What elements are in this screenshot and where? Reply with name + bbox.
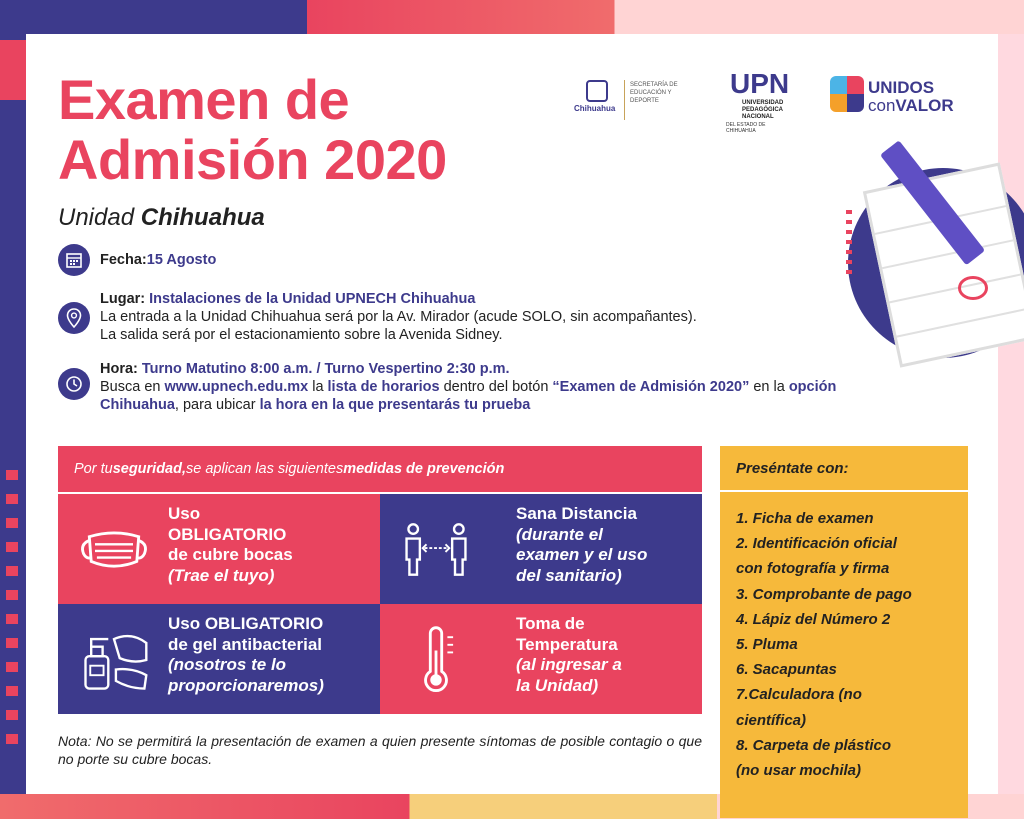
temp-line-3: (al ingresar a bbox=[516, 655, 622, 675]
measure-distance bbox=[380, 494, 702, 604]
face-mask-icon bbox=[76, 512, 152, 588]
temp-line-4: la Unidad) bbox=[516, 676, 599, 696]
list-item: 8. Carpeta de plástico bbox=[736, 736, 892, 754]
gel-line-3: (nosotros te lo bbox=[168, 655, 287, 675]
page-title bbox=[58, 70, 447, 190]
prevention-header bbox=[58, 446, 702, 492]
list-item: 7.Calculadora (no bbox=[736, 686, 862, 704]
hora-text-5: , para ubicar bbox=[174, 397, 260, 414]
list-item: 5. Pluma bbox=[736, 635, 798, 653]
subtitle-bold: Chihuahua bbox=[140, 204, 265, 231]
measure-gel-text bbox=[168, 614, 324, 697]
gel-line-1: Uso OBLIGATORIO bbox=[168, 614, 324, 633]
hora-text-4: en la bbox=[749, 379, 789, 396]
date-circle-mark bbox=[958, 276, 988, 300]
chihuahua-seal-icon bbox=[586, 80, 608, 102]
hora-prueba: la hora en la que presentarás tu prueba bbox=[259, 397, 531, 414]
list-item: 2. Identificación oficial bbox=[736, 535, 897, 553]
gel-line-2: de gel antibacterial bbox=[168, 634, 322, 654]
mask-line-1: Uso bbox=[168, 504, 201, 523]
mask-line-4: (Trae el tuyo) bbox=[168, 566, 275, 586]
temp-line-1: Toma de bbox=[516, 614, 585, 633]
fecha-value: 15 Agosto bbox=[146, 252, 217, 268]
boton-examen: “Examen de Admisión 2020” bbox=[552, 379, 750, 396]
list-item: 3. Comprobante de pago bbox=[736, 585, 912, 603]
list-item: 1. Ficha de examen bbox=[736, 510, 874, 527]
upn-sub: DEL ESTADO DE CHIHUAHUA bbox=[726, 122, 766, 134]
chihuahua-logo-name: Chihuahua bbox=[574, 104, 616, 113]
lugar-line-2: La entrada a la Unidad Chihuahua será por la Av. Mirador (acude SOLO, sin acompañantes). bbox=[100, 309, 697, 326]
presentate-list bbox=[736, 506, 964, 783]
unidos-text: UNIDOS bbox=[868, 78, 935, 97]
prevention-panel bbox=[58, 446, 702, 712]
logo-separator bbox=[624, 80, 625, 120]
clock-icon bbox=[58, 368, 90, 400]
hora-block bbox=[100, 360, 880, 414]
upn-mark: UPN bbox=[730, 68, 790, 99]
unidos-con-valor-logo bbox=[830, 76, 980, 116]
lugar-block bbox=[100, 290, 860, 344]
distance-line-1: Sana Distancia bbox=[516, 504, 637, 523]
presentate-panel bbox=[720, 446, 968, 818]
gel-line-4: proporcionaremos) bbox=[168, 676, 324, 696]
title-line-2: Admisión 2020 bbox=[58, 127, 447, 191]
secretaria-label: SECRETARÍA DE EDUCACIÓN Y DEPORTE bbox=[630, 82, 678, 104]
measure-temperature-text bbox=[516, 614, 622, 697]
hora-value: Turno Matutino 8:00 a.m. / Turno Vespertino 2:30 p.m. bbox=[141, 361, 510, 377]
chihuahua-logo bbox=[566, 80, 686, 122]
hora-text-1: Busca en bbox=[100, 379, 165, 396]
fecha-row bbox=[100, 251, 216, 269]
temp-line-2: Temperatura bbox=[516, 634, 618, 654]
social-distance-icon bbox=[398, 512, 474, 588]
distance-line-2: (durante el bbox=[516, 524, 603, 544]
left-decor-accent bbox=[0, 40, 26, 100]
upn-logo bbox=[726, 70, 790, 132]
prev-head-3: se aplican las siguientes bbox=[186, 461, 344, 477]
list-item: 4. Lápiz del Número 2 bbox=[736, 610, 891, 628]
fecha-label: Fecha: bbox=[100, 252, 147, 268]
measure-mask-text bbox=[168, 504, 293, 587]
hora-text-3: dentro del botón bbox=[439, 379, 553, 396]
presentate-title: Preséntate con: bbox=[720, 446, 968, 492]
unidos-hex-icon bbox=[830, 76, 864, 112]
lugar-line-3: La salida será por el estacionamiento sobre la Avenida Sidney. bbox=[100, 327, 503, 344]
prev-head-2: seguridad, bbox=[112, 461, 187, 477]
left-dash-decor bbox=[6, 470, 18, 750]
list-item: 6. Sacapuntas bbox=[736, 661, 837, 679]
list-item: (no usar mochila) bbox=[736, 761, 862, 779]
top-decor-band bbox=[0, 0, 1024, 34]
measure-distance-text bbox=[516, 504, 647, 587]
note-text: Nota: No se permitirá la presentación de examen a quien presente síntomas de posible contagio o que no porte su cubre bocas. bbox=[58, 733, 702, 768]
calendar-small-icon bbox=[58, 244, 90, 276]
mask-line-3: de cubre bocas bbox=[168, 545, 293, 565]
list-item: con fotografía y firma bbox=[736, 560, 890, 578]
con-text: con bbox=[868, 96, 896, 115]
lugar-label: Lugar: bbox=[100, 291, 146, 307]
subtitle bbox=[58, 204, 265, 232]
subtitle-prefix: Unidad bbox=[58, 204, 135, 231]
measure-temperature bbox=[380, 604, 702, 714]
upn-text: UNIVERSIDAD PEDAGÓGICA NACIONAL bbox=[742, 100, 784, 121]
right-decor-band bbox=[998, 34, 1024, 794]
mask-line-2: OBLIGATORIO bbox=[168, 524, 287, 544]
measure-mask bbox=[58, 494, 380, 604]
prev-head-1: Por tu bbox=[74, 461, 113, 477]
con-valor-text bbox=[868, 96, 954, 116]
title-line-1: Examen de bbox=[58, 68, 350, 131]
opcion-chihuahua: opción Chihuahua bbox=[100, 379, 837, 414]
prev-head-4: medidas de prevención bbox=[343, 461, 505, 477]
thermometer-icon bbox=[398, 622, 474, 698]
dots-decor bbox=[846, 210, 852, 280]
distance-line-3: examen y el uso bbox=[516, 545, 648, 565]
lugar-value: Instalaciones de la Unidad UPNECH Chihuahua bbox=[149, 291, 476, 307]
location-pin-icon bbox=[58, 302, 90, 334]
hora-label: Hora: bbox=[100, 361, 138, 377]
measure-gel bbox=[58, 604, 380, 714]
valor-text: VALOR bbox=[895, 96, 954, 115]
lista-horarios: lista de horarios bbox=[327, 379, 440, 396]
hora-text-2: la bbox=[308, 379, 328, 396]
list-item: científica) bbox=[736, 711, 807, 729]
distance-line-4: del sanitario) bbox=[516, 566, 622, 586]
hand-sanitizer-icon bbox=[76, 622, 152, 698]
upnech-url-link[interactable]: www.upnech.edu.mx bbox=[164, 379, 309, 396]
